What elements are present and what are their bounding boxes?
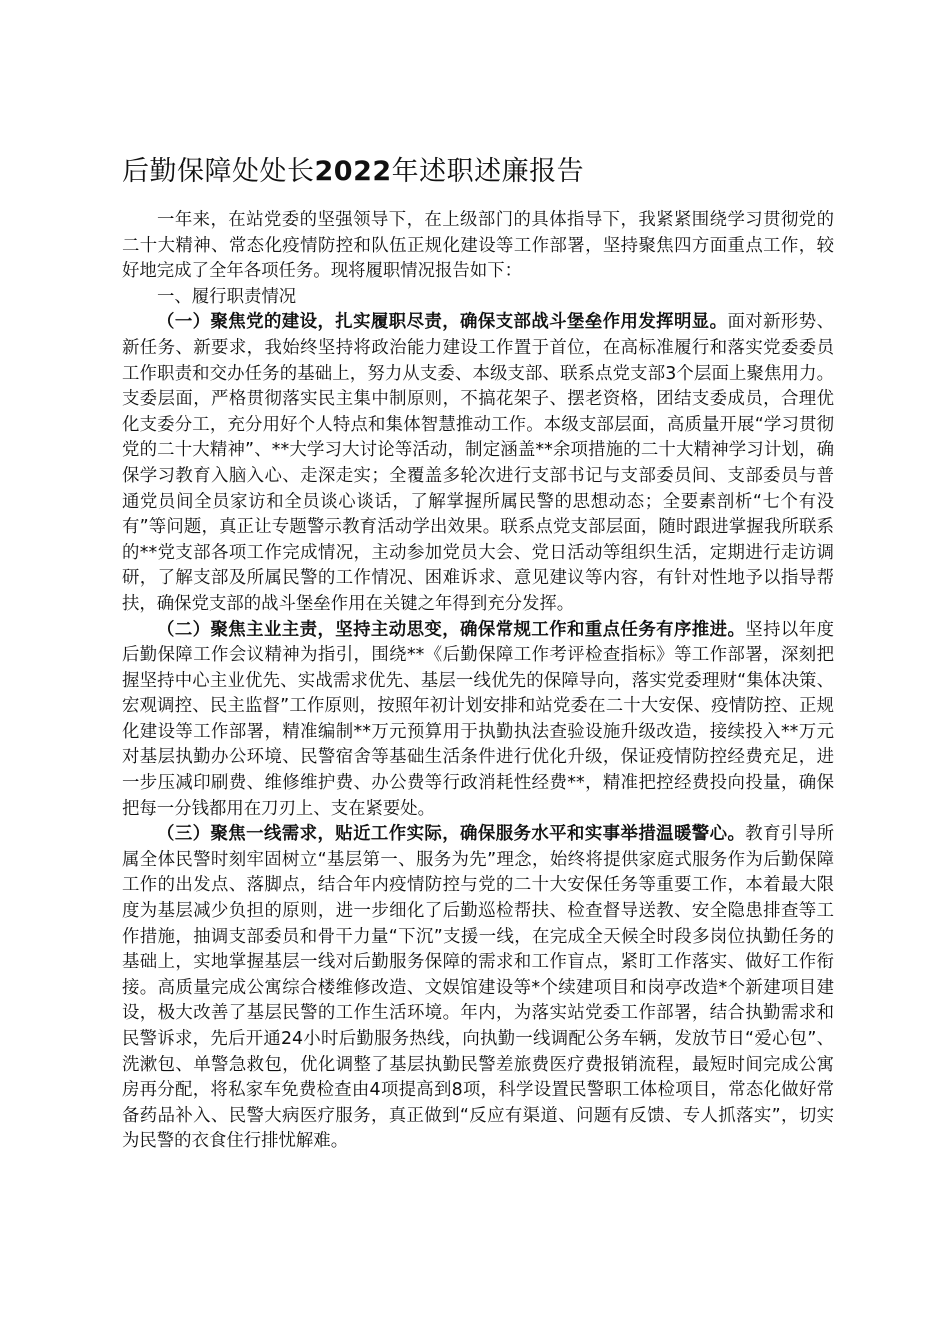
title-suffix: 年述职述廉报告	[391, 156, 585, 187]
item-paragraph-3	[122, 822, 834, 1155]
item-paragraph-1	[122, 310, 834, 617]
title-prefix: 后勤保障处处长	[122, 156, 315, 187]
item-lead-3: （三）聚焦一线需求，贴近工作实际，确保服务水平和实事举措温暖警心。	[157, 824, 746, 845]
document-page	[122, 150, 834, 1155]
section-heading-1: 一、履行职责情况	[157, 286, 297, 307]
document-title	[122, 150, 834, 194]
title-year: 2022	[314, 156, 392, 187]
item-body-3: 教育引导所属全体民警时刻牢固树立“基层第一、服务为先”理念，始终将提供家庭式服务作为后勤保障工作的出发点、落脚点，结合年内疫情防控与党的二十大安保任务等重要工作，本着最大限度为基层减少负担的原则，进一步细化了后勤巡检帮扶、检查督导送教、安全隐患排查等工作措施，抽调支部委员和骨干力量“下沉”支援一线，在完成全天候全时段多岗位执勤任务的基础上，实地掌握基层一线对后勤服务保障的需求和工作盲点，紧盯工作落实、做好工作衔接。高质量完成公寓综合楼维修改造、文娱馆建设等*个续建项目和岗亭改造*个新建项目建设，极大改善了基层民警的工作生活环境。年内，为落实站党委工作部署，结合执勤需求和民警诉求，先后开通24小时后勤服务热线，向执勤一线调配公务车辆，发放节日“爱心包”、洗漱包、单警急救包，优化调整了基层执勤民警差旅费医疗费报销流程，最短时间完成公寓房再分配，将私家车免费检查由4项提高到8项，科学设置民警职工体检项目，常态化做好常备药品补入、民警大病医疗服务，真正做到“反应有渠道、问题有反馈、专人抓落实”，切实为民警的衣食住行排忧解难。	[122, 824, 834, 1152]
intro-paragraph: 一年来，在站党委的坚强领导下，在上级部门的具体指导下，我紧紧围绕学习贯彻党的二十大精神、常态化疫情防控和队伍正规化建设等工作部署，坚持聚焦四方面重点工作，较好地完成了全年各项任务。现将履职情况报告如下：	[122, 210, 834, 282]
item-lead-1: （一）聚焦党的建设，扎实履职尽责，确保支部战斗堡垒作用发挥明显。	[157, 312, 728, 333]
item-paragraph-2	[122, 618, 834, 823]
item-body-1: 面对新形势、新任务、新要求，我始终坚持将政治能力建设工作置于首位，在高标准履行和落实党委委员工作职责和交办任务的基础上，努力从支委、本级支部、联系点党支部3个层面上聚焦用力。支委层面，严格贯彻落实民主集中制原则，不搞花架子、摆老资格，团结支委成员，合理优化支委分工，充分用好个人特点和集体智慧推动工作。本级支部层面，高质量开展“学习贯彻党的二十大精神”、**大学习大讨论等活动，制定涵盖**余项措施的二十大精神学习计划，确保学习教育入脑入心、走深走实；全覆盖多轮次进行支部书记与支部委员间、支部委员与普通党员间全员家访和全员谈心谈话，了解掌握所属民警的思想动态；全要素剖析“七个有没有”等问题，真正让专题警示教育活动学出效果。联系点党支部层面，随时跟进掌握我所联系的**党支部各项工作完成情况，主动参加党员大会、党日活动等组织生活，定期进行走访调研，了解支部及所属民警的工作情况、困难诉求、意见建议等内容，有针对性地予以指导帮扶，确保党支部的战斗堡垒作用在关键之年得到充分发挥。	[122, 312, 834, 614]
item-lead-2: （二）聚焦主业主责，坚持主动思变，确保常规工作和重点任务有序推进。	[157, 619, 746, 640]
item-body-2: 坚持以年度后勤保障工作会议精神为指引，围绕**《后勤保障工作考评检查指标》等工作部署，深刻把握坚持中心主业优先、实战需求优先、基层一线优先的保障导向，落实党委理财“集体决策、宏观调控、民主监督”工作原则，按照年初计划安排和站党委在二十大安保、疫情防控、正规化建设等工作部署，精准编制**万元预算用于执勤执法查验设施升级改造，接续投入**万元对基层执勤办公环境、民警宿舍等基础生活条件进行优化升级，保证疫情防控经费充足，进一步压减印刷费、维修维护费、办公费等行政消耗性经费**，精准把控经费投向投量，确保把每一分钱都用在刀刃上、支在紧要处。	[122, 619, 834, 819]
